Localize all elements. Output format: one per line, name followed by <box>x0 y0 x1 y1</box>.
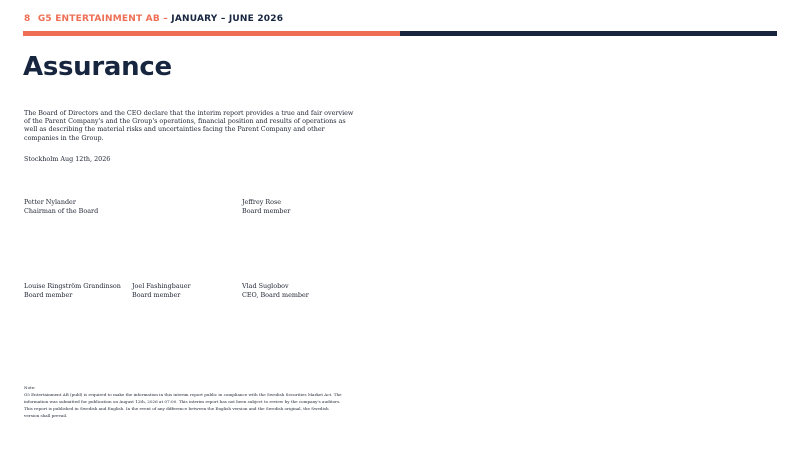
signatory-name: Louise Ringström Grandinson <box>24 282 121 290</box>
signatory-name: Vlad Suglobov <box>242 282 289 290</box>
header-company: G5 ENTERTAINMENT AB – <box>37 14 168 24</box>
signatory-block <box>132 282 191 299</box>
footnote-text: G5 Entertainment AB (publ) is required to make the information in this interim report public in compliance with the Swedish Securities Market Act. The information was submitted for publication on August 12th, 2026 at 07:00. This interim report has not been subject to review by the company's auditors. This report is published in Swedish and English. In the event of any difference between the English version and the Swedish original, the Swedish version shall prevail. <box>24 391 342 418</box>
header-period: JANUARY – JUNE 2026 <box>171 14 284 24</box>
page-number: 8 <box>24 14 31 24</box>
signatory-block <box>24 198 98 215</box>
location-date: Stockholm Aug 12th, 2026 <box>24 155 111 163</box>
page-title: Assurance <box>23 52 172 82</box>
footnote <box>24 385 344 420</box>
footnote-label: Note: <box>24 385 36 390</box>
signatory-role: Chairman of the Board <box>24 206 99 215</box>
signatory-role: CEO, Board member <box>242 290 309 299</box>
assurance-statement: The Board of Directors and the CEO declare that the interim report provides a true and fair overview of the Parent Company's and the Group's operations, financial position and results of operations as well as describing the material risks and uncertainties facing the Parent Company and other companies in the Group. <box>24 109 354 142</box>
signatory-block <box>242 282 309 299</box>
signatory-role: Board member <box>132 290 181 299</box>
signatory-block <box>24 282 121 299</box>
signatory-name: Joel Fashingbauer <box>132 282 191 290</box>
signatory-role: Board member <box>242 206 291 215</box>
signatory-role: Board member <box>24 290 73 299</box>
signatory-name: Petter Nylander <box>24 198 76 206</box>
header-rule-navy <box>400 31 777 36</box>
signatory-block <box>242 198 290 215</box>
page-header <box>24 14 283 24</box>
signatory-name: Jeffrey Rose <box>242 198 282 206</box>
header-rule-accent <box>23 31 400 36</box>
